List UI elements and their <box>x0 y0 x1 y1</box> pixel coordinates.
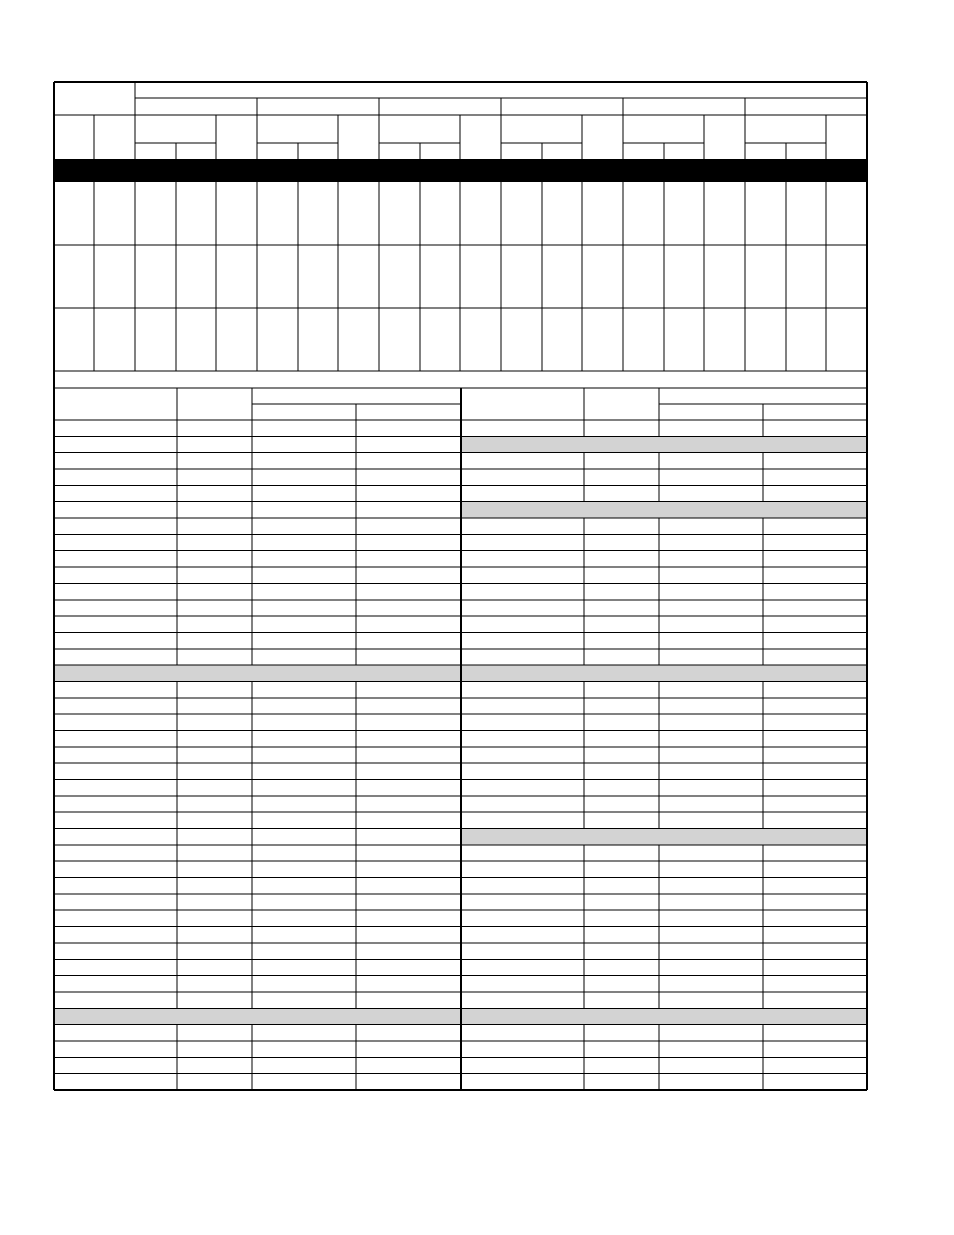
shaded-section-bar <box>54 1008 461 1024</box>
shaded-section-bar <box>461 665 867 681</box>
shaded-section-bar <box>54 665 461 681</box>
shaded-section-bar <box>461 1008 867 1024</box>
shaded-section-bar <box>461 436 867 452</box>
form-grid-lines <box>54 82 867 1090</box>
shaded-section-bar <box>461 502 867 518</box>
shaded-section-bar <box>461 829 867 845</box>
